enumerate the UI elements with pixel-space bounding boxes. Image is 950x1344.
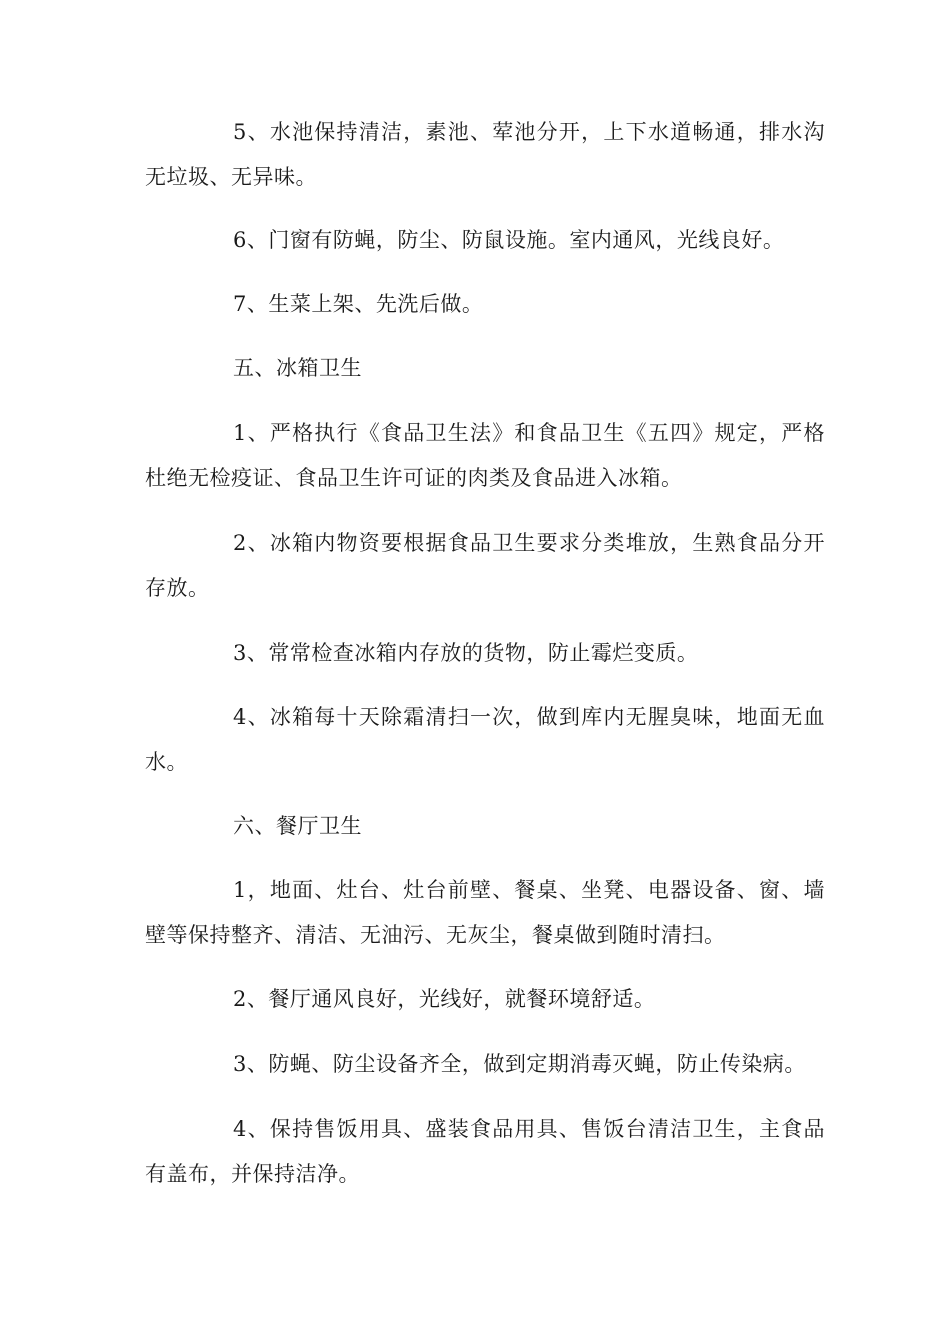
paragraph-dining-utensils: 4、保持售饭用具、盛装食品用具、售饭台清洁卫生，主食品有盖布，并保持洁净。 [145, 1117, 825, 1186]
paragraph-doors-windows: 6、门窗有防蝇，防尘、防鼠设施。室内通风，光线良好。 [233, 228, 785, 252]
paragraph-dining-ventilation: 2、餐厅通风良好，光线好，就餐环境舒适。 [233, 987, 656, 1011]
paragraph-fridge-law: 1、严格执行《食品卫生法》和食品卫生《五四》规定，严格杜绝无检疫证、食品卫生许可证的肉类及食品进入冰箱。 [145, 421, 825, 490]
paragraph-fridge-check: 3、常常检查冰箱内存放的货物，防止霉烂变质。 [233, 641, 699, 665]
section-heading-dining-hygiene: 六、餐厅卫生 [233, 814, 362, 838]
section-heading-fridge-hygiene: 五、冰箱卫生 [233, 356, 362, 380]
paragraph-fridge-storage: 2、冰箱内物资要根据食品卫生要求分类堆放，生熟食品分开存放。 [145, 531, 825, 600]
paragraph-fridge-defrost: 4、冰箱每十天除霜清扫一次，做到库内无腥臭味，地面无血水。 [145, 705, 825, 774]
paragraph-raw-vegetables: 7、生菜上架、先洗后做。 [233, 292, 484, 316]
paragraph-dining-flies: 3、防蝇、防尘设备齐全，做到定期消毒灭蝇，防止传染病。 [233, 1052, 806, 1076]
paragraph-sink-cleanliness: 5、水池保持清洁，素池、荤池分开，上下水道畅通，排水沟无垃圾、无异味。 [145, 120, 825, 189]
paragraph-dining-floor: 1，地面、灶台、灶台前壁、餐桌、坐凳、电器设备、窗、墙壁等保持整齐、清洁、无油污、无灰尘，餐桌做到随时清扫。 [145, 878, 825, 947]
